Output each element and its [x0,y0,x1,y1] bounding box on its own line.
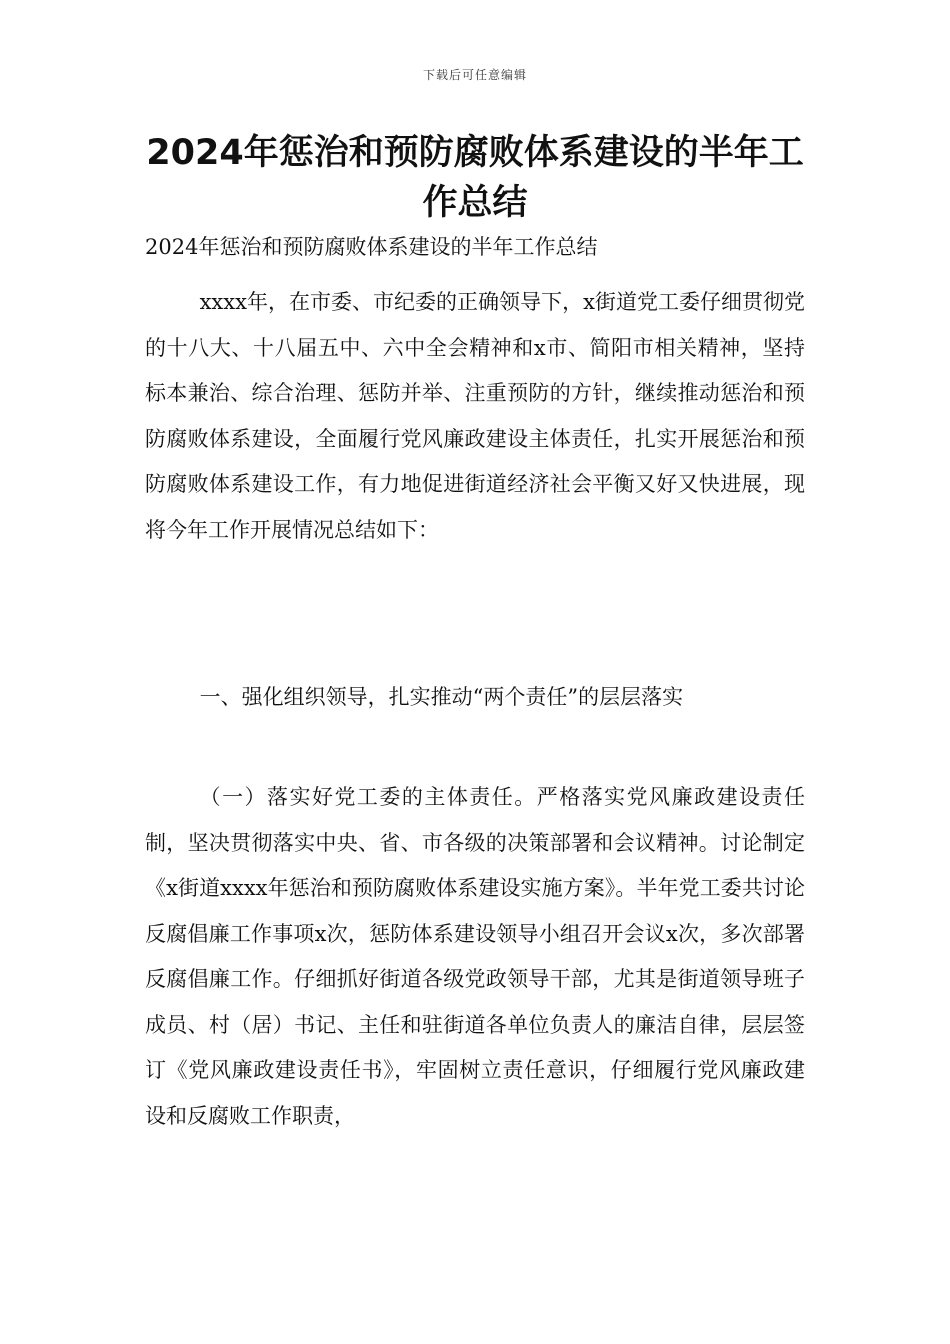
body-paragraph-subsection-1: （一）落实好党工委的主体责任。严格落实党风廉政建设责任制，坚决贯彻落实中央、省、市各级的决策部署和会议精神。讨论制定《x街道xxxx年惩治和预防腐败体系建设实施方案》。半年党工委共讨论反腐倡廉工作事项x次，惩防体系建设领导小组召开会议x次，多次部署反腐倡廉工作。仔细抓好街道各级党政领导干部，尤其是街道领导班子成员、村（居）书记、主任和驻街道各单位负责人的廉洁自律，层层签订《党风廉政建设责任书》，牢固树立责任意识，仔细履行党风廉政建设和反腐败工作职责， [145,785,805,1128]
section-heading-1: 一、强化组织领导，扎实推动“两个责任”的层层落实 [199,685,684,709]
document-subtitle: 2024年惩治和预防腐败体系建设的半年工作总结 [145,235,598,259]
header-note: 下载后可任意编辑 [422,68,527,82]
body-paragraph-intro: xxxx年，在市委、市纪委的正确领导下，x街道党工委仔细贯彻党的十八大、十八届五中、六中全会精神和x市、简阳市相关精神，坚持标本兼治、综合治理、惩防并举、注重预防的方针，继续推动惩治和预防腐败体系建设，全面履行党风廉政建设主体责任，扎实开展惩治和预防腐败体系建设工作，有力地促进街道经济社会平衡又好又快进展，现将今年工作开展情况总结如下： [145,290,805,542]
document-title: 2024年惩治和预防腐败体系建设的半年工作总结 [146,133,804,223]
